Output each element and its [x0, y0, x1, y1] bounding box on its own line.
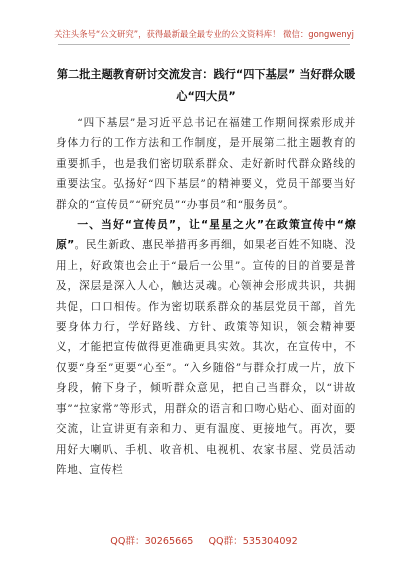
footer-qq-group-1: QQ群：30265665 [110, 536, 194, 547]
paragraph-intro [56, 113, 356, 215]
footer-contact [0, 533, 408, 547]
footer-qq-group-2: QQ群：535304092 [208, 536, 298, 547]
paragraph-section-one [56, 215, 356, 480]
document-body [56, 113, 356, 480]
section-heading: 一、当好“宣传员”，让“星星之火”在政策宣传中“燎原” [56, 218, 356, 252]
document-title: 第二批主题教育研讨交流发言：践行“四下基层” 当好群众暖心“四大员” [56, 68, 356, 103]
paragraph-intro-text: “四下基层”是习近平总书记在福建工作期间探索形成并身体力行的工作方法和工作制度，是开展第二批主题教育的重要抓手，也是我们密切联系群众、走好新时代群众路线的重要法宝。弘扬好“四下基层”的精神要义，党员干部要当好群众的“宣传员”“研究员”“办事员”和“服务员”。 [56, 117, 356, 211]
header-divider [58, 44, 350, 45]
paragraph-section-one-text: 。民生新政、惠民举措再多再细，如果老百姓不知晓、没用上，好政策也会止于“最后一公里”。宣传的目的首要是普及，深层是深入人心，触达灵魂。心领神会形成共识，共拥共促，口口相传。作为密切联系群众的基层党员干部，首先要身体力行，学好路线、方针、政策等知识，领会精神要义，才能把宣传做得更准确更具实效。其次，在宣传中，不仅要“身至”更要“心至”。“入乡随俗”与群众打成一片，放下身段，俯下身子，倾听群众意见，把自己当群众，以“讲故事”“拉家常”等形式，用群众的语言和口吻心贴心、面对面的交流，让宣讲更有亲和力、更有温度、更接地气。再次，要用好大喇叭、手机、收音机、电视机、农家书屋、党员活动阵地、宣传栏 [56, 239, 356, 476]
header-banner: 关注头条号“公文研究”，获得最新最全最专业的公文资料库！ 微信：gongwenyj [54, 29, 354, 39]
